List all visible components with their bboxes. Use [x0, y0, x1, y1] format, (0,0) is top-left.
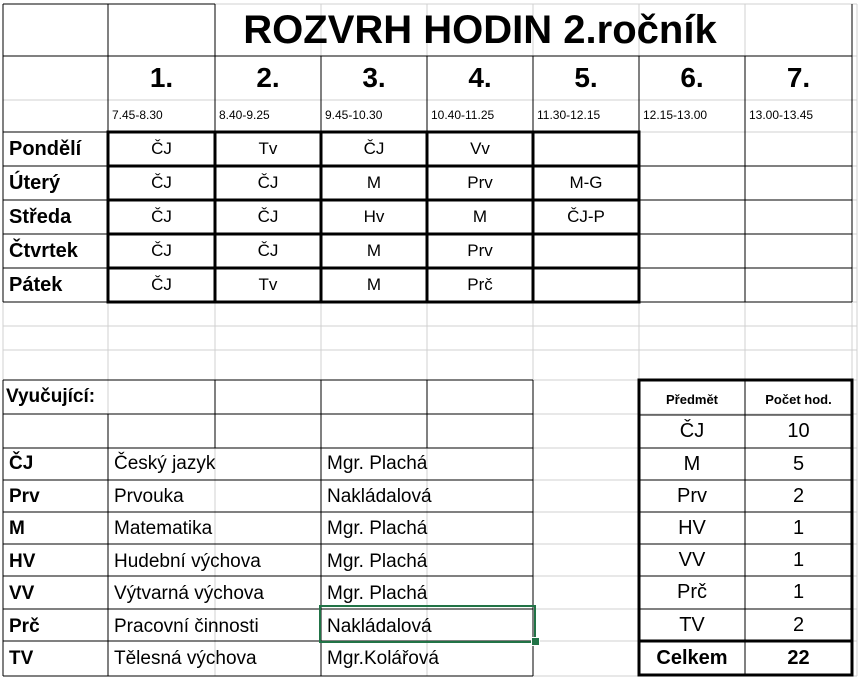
teacher-abbr[interactable]: HV — [9, 550, 36, 572]
lesson-cell[interactable]: ČJ-P — [567, 207, 605, 226]
teacher-name[interactable]: Nakládalová — [327, 615, 432, 637]
lesson-cell[interactable]: ČJ — [151, 241, 172, 260]
summary-header-subject[interactable]: Předmět — [665, 392, 719, 407]
teacher-subject[interactable]: Český jazyk — [114, 453, 216, 474]
lesson-cell[interactable]: ČJ — [363, 139, 385, 158]
summary-subject[interactable]: HV — [678, 516, 706, 539]
lesson-cell[interactable]: Tv — [258, 139, 278, 158]
period-number[interactable]: 2. — [256, 62, 280, 93]
summary-total-label[interactable]: Celkem — [656, 646, 728, 669]
teacher-subject[interactable]: Pracovní činnosti — [114, 615, 259, 637]
period-number[interactable]: 5. — [574, 62, 598, 93]
lesson-cell[interactable]: M — [366, 241, 382, 260]
lesson-cell[interactable]: M — [366, 173, 382, 192]
teacher-abbr[interactable]: M — [9, 518, 25, 539]
period-time[interactable]: 7.45-8.30 — [112, 108, 163, 122]
period-number[interactable]: 6. — [680, 62, 704, 93]
teacher-name[interactable]: Mgr. Plachá — [327, 583, 428, 604]
day-label[interactable]: Úterý — [9, 171, 61, 194]
lesson-cell[interactable]: ČJ — [151, 207, 172, 226]
lesson-cell[interactable] — [533, 268, 639, 302]
day-label[interactable]: Středa — [9, 205, 72, 228]
teacher-abbr[interactable]: Prč — [9, 615, 40, 637]
teacher-abbr[interactable]: TV — [9, 648, 34, 669]
period-number[interactable]: 3. — [362, 62, 386, 93]
period-time[interactable]: 10.40-11.25 — [431, 108, 495, 122]
teacher-name[interactable]: Nakládalová — [327, 485, 432, 507]
summary-hours[interactable]: 2 — [792, 484, 805, 507]
summary-subject[interactable]: TV — [679, 613, 705, 636]
period-time[interactable]: 9.45-10.30 — [325, 108, 383, 122]
teacher-subject[interactable]: Hudební výchova — [114, 550, 261, 572]
teacher-subject[interactable]: Tělesná výchova — [114, 648, 257, 669]
teacher-abbr[interactable]: VV — [9, 583, 35, 604]
summary-hours[interactable]: 1 — [792, 548, 805, 571]
lesson-cell[interactable]: ČJ — [151, 173, 172, 192]
teacher-name[interactable]: Mgr. Plachá — [327, 518, 428, 539]
summary-hours[interactable]: 10 — [787, 420, 810, 442]
lesson-cell[interactable]: M-G — [569, 173, 603, 192]
summary-subject[interactable]: Prv — [677, 484, 707, 507]
lesson-cell[interactable]: M — [472, 207, 488, 226]
teacher-name[interactable]: Mgr. Plachá — [327, 550, 428, 572]
teacher-subject[interactable]: Matematika — [114, 518, 213, 539]
day-label[interactable]: Pátek — [9, 273, 63, 296]
page-title[interactable]: ROZVRH HODIN 2.ročník — [243, 7, 717, 52]
lesson-cell[interactable]: ČJ — [151, 275, 172, 294]
fill-handle[interactable] — [531, 637, 540, 646]
period-number[interactable]: 1. — [149, 62, 174, 93]
summary-hours[interactable]: 5 — [792, 452, 805, 475]
summary-hours[interactable]: 1 — [792, 516, 805, 539]
summary-total-value[interactable]: 22 — [787, 646, 810, 669]
teachers-label[interactable]: Vyučující: — [6, 386, 96, 407]
teacher-abbr[interactable]: ČJ — [9, 453, 34, 474]
lesson-cell[interactable]: ČJ — [257, 241, 279, 260]
lesson-cell[interactable]: Hv — [363, 207, 385, 226]
day-label[interactable]: Pondělí — [9, 137, 82, 160]
lesson-cell[interactable] — [533, 132, 639, 166]
summary-subject[interactable]: M — [683, 452, 701, 475]
lesson-cell[interactable]: ČJ — [257, 207, 279, 226]
selected-cell[interactable] — [319, 605, 536, 643]
teacher-name[interactable]: Mgr.Kolářová — [327, 648, 439, 669]
teacher-abbr[interactable]: Prv — [9, 485, 40, 507]
teacher-name[interactable]: Mgr. Plachá — [327, 453, 428, 474]
period-number[interactable]: 7. — [786, 62, 811, 93]
summary-hours[interactable]: 2 — [792, 613, 805, 636]
summary-hours[interactable]: 1 — [792, 581, 805, 603]
summary-subject[interactable]: ČJ — [679, 420, 705, 442]
day-label[interactable]: Čtvrtek — [9, 239, 78, 262]
period-time[interactable]: 11.30-12.15 — [537, 108, 601, 122]
period-time[interactable]: 12.15-13.00 — [643, 108, 708, 122]
lesson-cell[interactable]: Prv — [467, 241, 493, 260]
period-time[interactable]: 13.00-13.45 — [749, 108, 814, 122]
lesson-cell[interactable]: Vv — [470, 139, 490, 158]
teacher-subject[interactable]: Prvouka — [114, 485, 184, 507]
lesson-cell[interactable]: Prč — [467, 275, 493, 294]
lesson-cell[interactable]: Prv — [467, 173, 493, 192]
summary-subject[interactable]: Prč — [677, 581, 707, 603]
summary-subject[interactable]: VV — [678, 548, 706, 571]
period-time[interactable]: 8.40-9.25 — [219, 108, 270, 122]
lesson-cell[interactable]: M — [366, 275, 382, 294]
lesson-cell[interactable]: ČJ — [257, 173, 279, 192]
period-number[interactable]: 4. — [468, 62, 492, 93]
lesson-cell[interactable] — [533, 234, 639, 268]
lesson-cell[interactable]: Tv — [258, 275, 278, 294]
summary-header-hours[interactable]: Počet hod. — [765, 392, 832, 407]
teacher-subject[interactable]: Výtvarná výchova — [114, 583, 264, 604]
lesson-cell[interactable]: ČJ — [151, 139, 172, 158]
